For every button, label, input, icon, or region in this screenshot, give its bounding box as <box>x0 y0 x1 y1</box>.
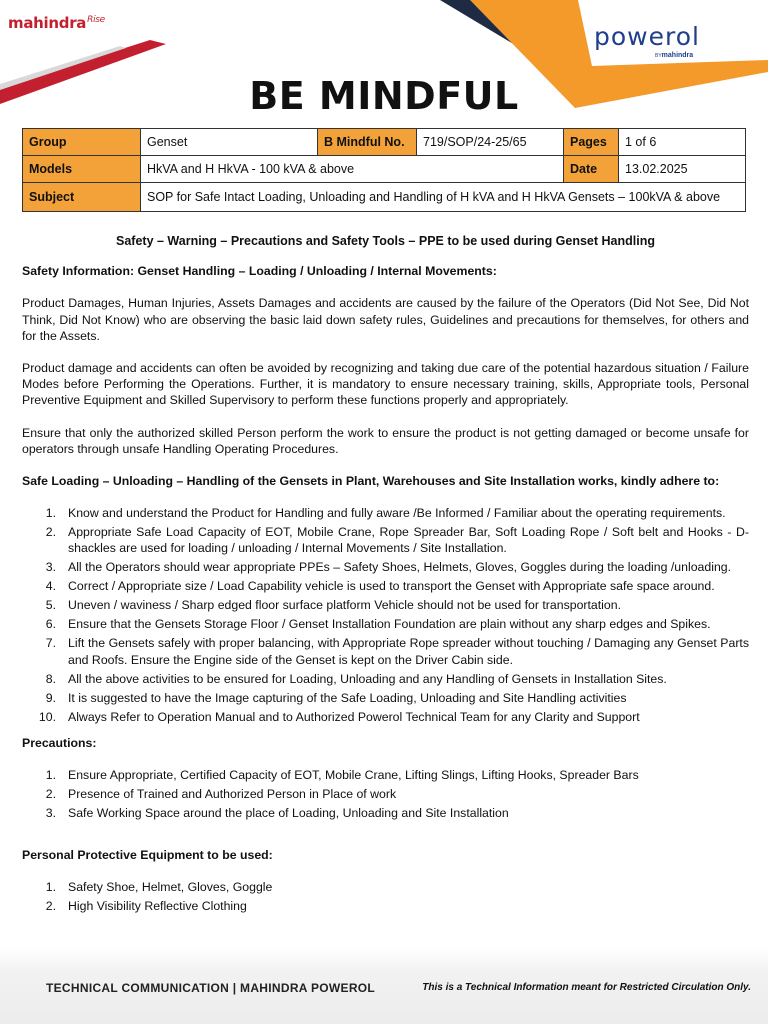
precautions-list <box>22 767 749 821</box>
date-label: Date <box>564 156 619 183</box>
page-title: BE MINDFUL <box>249 74 519 118</box>
bmindful-label: B Mindful No. <box>318 129 417 156</box>
list-item: 1. Safety Shoe, Helmet, Gloves, Goggle <box>45 880 273 895</box>
list-item: 6. Ensure that the Gensets Storage Floor / Genset Installation Foundation are plain without any sharp edges and Spikes. <box>45 617 711 632</box>
subject-label: Subject <box>23 183 141 212</box>
list-item: 2. Presence of Trained and Authorized Person in Place of work <box>45 787 397 802</box>
list-item: 8. All the above activities to be ensured for Loading, Unloading and any Handling of Gensets in Installation Sites. <box>45 671 667 686</box>
precautions-heading: Precautions: <box>22 735 97 750</box>
list-item: 2. High Visibility Reflective Clothing <box>45 899 247 914</box>
list-item: 9. It is suggested to have the Image capturing of the Safe Loading, Unloading and Site Handling activities <box>45 690 627 705</box>
paragraph-1: Product Damages, Human Injuries, Assets Damages and accidents are caused by the failure of the Operators (Did Not See, Did Not Think, Did Not Know) who are observing the basic laid down safety rules, Guidelines and precautions for themselves, for others and for the Assets. <box>22 296 749 343</box>
safe-loading-heading: Safe Loading – Unloading – Handling of the Gensets in Plant, Warehouses and Site Installation works, kindly adhere to: <box>22 474 720 489</box>
models-value: HkVA and H HkVA - 100 kVA & above <box>141 156 564 183</box>
pages-label: Pages <box>564 129 619 156</box>
subject-value: SOP for Safe Intact Loading, Unloading and Handling of H kVA and H HkVA Gensets – 100kVA & above <box>141 183 746 212</box>
list-item: 3. Safe Working Space around the place of Loading, Unloading and Site Installation <box>45 806 509 821</box>
footer-restricted-note: This is a Technical Information meant for Restricted Circulation Only. <box>422 982 751 993</box>
group-label: Group <box>23 129 141 156</box>
paragraph-2: Product damage and accidents can often be avoided by recognizing and taking due care of the potential hazardous situation / Failure Modes before Performing the Operations. Further, it is mandatory to ensure necessary training, skills, Appropriate tools, Personal Preventive Equipment and Skilled Supervisory to perform these functions properly and appropriately. <box>22 361 749 408</box>
list-item: 10. Always Refer to Operation Manual and to Authorized Powerol Technical Team for any Clarity and Support <box>38 709 640 724</box>
pages-value: 1 of 6 <box>619 129 746 156</box>
powerol-logo: powerol <box>594 22 700 51</box>
safe-loading-list <box>22 505 749 725</box>
powerol-logo-sub: BYmahindra <box>655 52 694 59</box>
ppe-heading: Personal Protective Equipment to be used: <box>22 848 273 863</box>
list-item: 3. All the Operators should wear appropriate PPEs – Safety Shoes, Helmets, Gloves, Goggles during the loading /unloading. <box>45 560 732 575</box>
group-value: Genset <box>141 129 318 156</box>
ppe-list <box>22 879 749 914</box>
section-heading: Safety – Warning – Precautions and Safety Tools – PPE to be used during Genset Handling <box>116 234 655 248</box>
footer-technical-communication: TECHNICAL COMMUNICATION | MAHINDRA POWEROL <box>46 981 376 995</box>
list-item: 2. Appropriate Safe Load Capacity of EOT, Mobile Crane, Rope Spreader Bar, Soft Loading Rope / Soft belt and Hooks - D-shackles are used for loading / unloading / Internal Movements / Site Installation. <box>45 525 749 556</box>
date-value: 13.02.2025 <box>619 156 746 183</box>
mahindra-rise-logo: mahindra$^{Rise}$ <box>8 14 105 32</box>
models-label: Models <box>23 156 141 183</box>
paragraph-3: Ensure that only the authorized skilled Person perform the work to ensure the product is not getting damaged or become unsafe for operators through unsafe Handling Operating Procedures. <box>22 425 749 456</box>
list-item: 5. Uneven / waviness / Sharp edged floor surface platform Vehicle should not be used for transportation. <box>45 598 621 613</box>
list-item: 1. Know and understand the Product for Handling and fully aware /Be Informed / Familiar about the operating requirements. <box>45 506 726 521</box>
list-item: 4. Correct / Appropriate size / Load Capability vehicle is used to transport the Genset with Appropriate safe space around. <box>45 579 715 594</box>
safety-info-heading: Safety Information: Genset Handling – Loading / Unloading / Internal Movements: <box>22 264 497 279</box>
list-item: 7. Lift the Gensets safely with proper balancing, with Appropriate Rope spreader without touching / Damaging any Genset Parts and Roofs. Ensure the Engine side of the Genset is kept on the Driver Cabin side. <box>45 636 749 667</box>
document-body <box>22 233 749 917</box>
bmindful-value: 719/SOP/24-25/65 <box>417 129 564 156</box>
document-info-table <box>22 128 746 212</box>
list-item: 1. Ensure Appropriate, Certified Capacity of EOT, Mobile Crane, Lifting Slings, Lifting Hooks, Spreader Bars <box>45 768 639 783</box>
